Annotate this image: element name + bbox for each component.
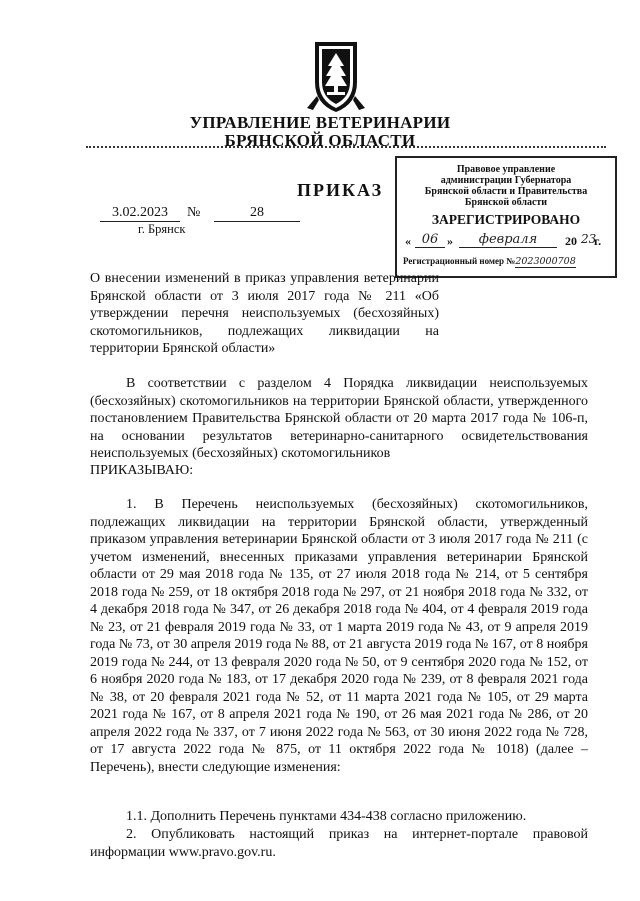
preamble-paragraph: В соответствии с разделом 4 Порядка ликвидации неиспользуемых (бесхозяйных) скотомогильников на территории Брянской области, утвержденного постановлением Правительства Брянской области от 20 марта 2017 года № 106-п, на основании результатов ветеринарно-санитарного освидетельствования неиспользуемых (бесхозяйных) скотомогильников bbox=[90, 376, 588, 461]
item-1-1-paragraph: 1.1. Дополнить Перечень пунктами 434-438 согласно приложению. bbox=[126, 809, 527, 824]
document-number: 28 bbox=[214, 205, 300, 222]
order-word: ПРИКАЗЫВАЮ: bbox=[90, 463, 194, 478]
registration-stamp bbox=[395, 156, 617, 278]
stamp-date-line: « 06 » февраля 20 23 г. bbox=[405, 232, 602, 248]
stamp-year-prefix: 20 bbox=[565, 234, 577, 248]
stamp-day: 06 bbox=[415, 232, 445, 248]
stamp-reg-label: Регистрационный номер № bbox=[403, 256, 516, 266]
stamp-year-g: г. bbox=[594, 234, 602, 248]
document-title: О внесении изменений в приказ управления ветеринарии Брянской области от 3 июля 2017 года № 211 «Об утверждении перечня неиспользуемых (бесхозяйных) скотомогильников, подлежащих ликвидации на территории Брянской области» bbox=[90, 271, 439, 356]
stamp-year-suffix: 23 bbox=[581, 232, 597, 246]
stamp-line1: Правовое управление bbox=[456, 164, 556, 175]
item-1-paragraph: 1. В Перечень неиспользуемых (бесхозяйных) скотомогильников, подлежащих ликвидации на территории Брянской области, утвержденный приказом управления ветеринарии Брянской области от 3 июля 2017 года № 211 (с учетом изменений, внесенных приказами управления ветеринарии Брянской области от 29 мая 2018 года № 135, от 27 июля 2018 года № 214, от 5 сентября 2018 года № 259, от 18 октября 2018 года № 297, от 21 ноября 2018 года № 332, от 4 декабря 2018 года № 347, от 26 декабря 2018 года № 404, от 4 февраля 2019 года № 23, от 21 февраля 2019 года № 33, от 1 марта 2019 года № 43, от 9 апреля 2019 года № 73, от 30 апреля 2019 года № 88, от 21 августа 2019 года № 167, от 8 ноября 2019 года № 244, от 13 февраля 2020 года № 50, от 9 сентября 2020 года № 152, от 6 ноября 2020 года № 183, от 17 декабря 2020 года № 239, от 8 февраля 2021 года № 38, от 20 февраля 2021 года № 52, от 11 марта 2021 года № 105, от 29 марта 2021 года № 167, от 8 апреля 2021 года № 190, от 26 мая 2021 года № 286, от 20 апреля 2022 года № 337, от 7 июня 2022 года № 563, от 30 июня 2022 года № 728, от 17 августа 2022 года № 875, от 11 октября 2022 года № 1018) (далее – Перечень), внести следующие изменения: bbox=[90, 497, 588, 775]
stamp-line3: Брянской области и Правительства bbox=[424, 186, 588, 197]
document-date: 3.02.2023 bbox=[100, 205, 180, 222]
org-name-line2: БРЯНСКОЙ ОБЛАСТИ bbox=[224, 131, 416, 150]
stamp-month: февраля bbox=[459, 232, 557, 248]
document-city: г. Брянск bbox=[138, 222, 186, 236]
number-sign: № bbox=[187, 205, 201, 220]
header-divider bbox=[86, 146, 606, 148]
coat-of-arms-icon bbox=[303, 38, 369, 114]
document-type: ПРИКАЗ bbox=[297, 180, 384, 200]
item-2-paragraph: 2. Опубликовать настоящий приказ на интернет-портале правовой информации www.pravo.gov.ru. bbox=[90, 827, 588, 860]
stamp-line2: администрации Губернатора bbox=[440, 175, 572, 186]
stamp-line4: Брянской области bbox=[464, 197, 548, 208]
stamp-registered: ЗАРЕГИСТРИРОВАНО bbox=[431, 212, 581, 227]
stamp-number-line bbox=[403, 256, 576, 267]
org-name-line1: УПРАВЛЕНИЕ ВЕТЕРИНАРИИ bbox=[189, 113, 451, 132]
stamp-reg-number: 2023000708 bbox=[515, 256, 576, 267]
